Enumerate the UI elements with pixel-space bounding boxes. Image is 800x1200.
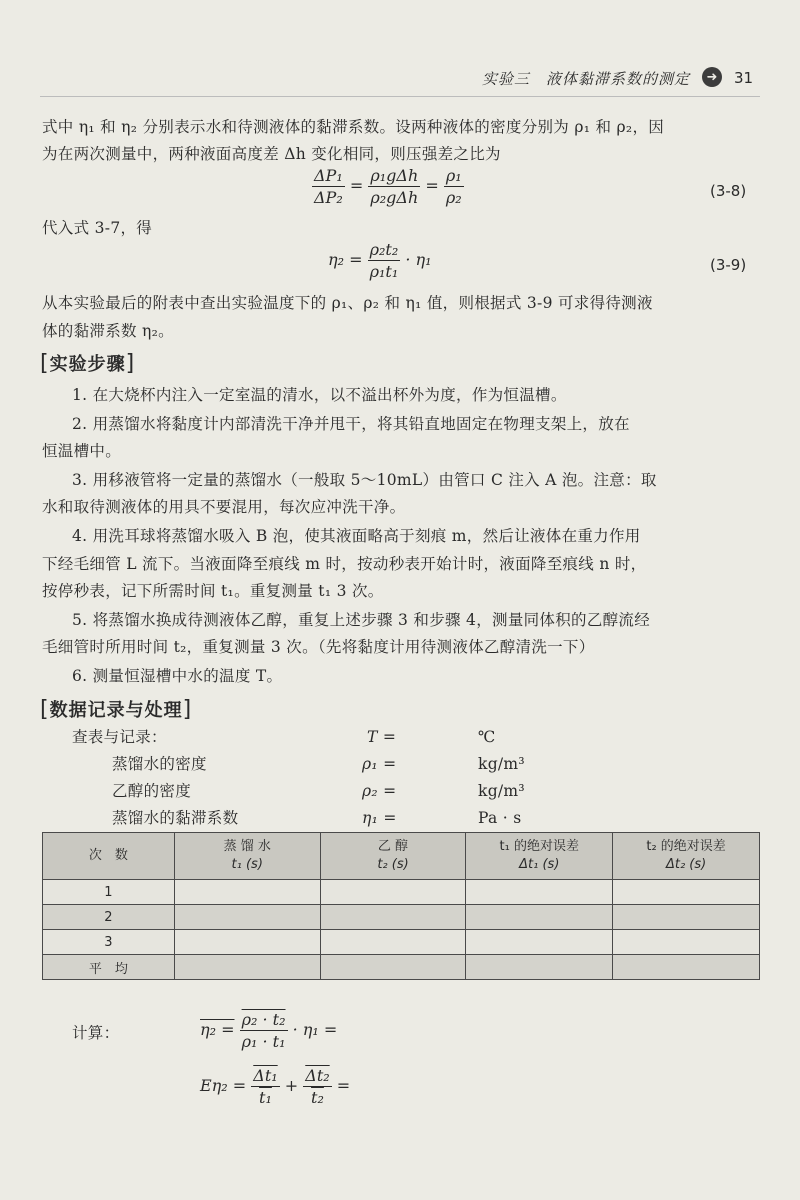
header-divider bbox=[40, 96, 760, 97]
intro-line-2: 为在两次测量中，两种液面高度差 Δh 变化相同，则压强差之比为 bbox=[42, 145, 501, 163]
record-label: 蒸馏水的黏滞系数 bbox=[112, 809, 239, 827]
record-symbol: T = bbox=[367, 728, 397, 746]
table-header-count: 次 数 bbox=[43, 833, 175, 880]
intro-line-4: 体的黏滞系数 η₂。 bbox=[42, 322, 174, 340]
data-table bbox=[42, 832, 760, 980]
cell-dt2[interactable] bbox=[613, 955, 760, 980]
lookup-label: 查表与记录： bbox=[72, 728, 167, 746]
section-heading-steps: [实验步骤] bbox=[40, 351, 136, 376]
cell-t2[interactable] bbox=[320, 880, 466, 905]
equation-number-3-9: (3-9) bbox=[710, 256, 747, 274]
cell-t2[interactable] bbox=[320, 905, 466, 930]
table-row bbox=[43, 905, 760, 930]
cell-dt2[interactable] bbox=[613, 880, 760, 905]
table-header-dt1: t₁ 的绝对误差 Δt₁ (s) bbox=[466, 833, 613, 880]
table-header-row bbox=[43, 833, 760, 880]
eq38-fraction-right: $\frac{\text{ρ₁}}{\text{ρ₂}}$ bbox=[445, 166, 462, 207]
step-line: 6. 测量恒湿槽中水的温度 T。 bbox=[72, 667, 283, 685]
cell-t2[interactable] bbox=[320, 955, 466, 980]
step-line: 水和取待测液体的用具不要混用，每次应冲洗干净。 bbox=[42, 498, 406, 516]
record-symbol: ρ₁ = bbox=[362, 755, 397, 773]
intro-line-3: 从本实验最后的附表中查出实验温度下的 ρ₁、ρ₂ 和 η₁ 值，则根据式 3-9 可求得待测液 bbox=[42, 294, 653, 312]
row-label: 2 bbox=[43, 905, 175, 930]
record-label: 蒸馏水的密度 bbox=[112, 755, 207, 773]
step-line: 2. 用蒸馏水将黏度计内部清洗干净并甩干，将其铅直地固定在物理支架上，放在 bbox=[72, 415, 630, 433]
cell-t1[interactable] bbox=[174, 930, 320, 955]
table-header-t2: 乙 醇 t₂ (s) bbox=[320, 833, 466, 880]
running-header-title: 实验三 液体黏滞系数的测定 bbox=[482, 70, 691, 88]
page-number: 31 bbox=[734, 69, 754, 87]
eq38-fraction-mid: $\frac{\text{ρ₁gΔh}}{\text{ρ₂gΔh}}$ bbox=[370, 166, 419, 207]
arrow-right-icon: ➜ bbox=[702, 67, 722, 87]
calc-error-fraction-1: $\frac{\text{Δt₁}}{\text{t₁}}$ bbox=[253, 1066, 278, 1107]
equation-3-8: $\frac{\text{ΔP₁}}{\text{ΔP₂}}$ = $\frac{\text{ρ₁gΔh}}{\text{ρ₂gΔh}}$ = $\frac{\text{ρ₁}}{\text{ρ₂}}$ bbox=[314, 166, 462, 207]
record-unit: kg/m³ bbox=[478, 755, 525, 773]
record-symbol: ρ₂ = bbox=[362, 782, 397, 800]
step-line: 下经毛细管 L 流下。当液面降至痕线 m 时，按动秒表开始计时，液面降至痕线 n 时， bbox=[42, 555, 647, 573]
cell-dt1[interactable] bbox=[466, 880, 613, 905]
substitute-text: 代入式 3-7，得 bbox=[42, 219, 153, 237]
cell-dt1[interactable] bbox=[466, 930, 613, 955]
section-heading-data: [数据记录与处理] bbox=[40, 697, 193, 722]
step-line: 恒温槽中。 bbox=[42, 442, 122, 460]
calc-eta-equation: η₂ = $\frac{\text{ρ₂ · t₂}}{\text{ρ₁ · t₁}}$ · η₁ = bbox=[200, 1010, 338, 1051]
calc-eta-fraction: $\frac{\text{ρ₂ · t₂}}{\text{ρ₁ · t₁}}$ bbox=[241, 1010, 286, 1051]
cell-t1[interactable] bbox=[174, 955, 320, 980]
table-header-dt2: t₂ 的绝对误差 Δt₂ (s) bbox=[613, 833, 760, 880]
cell-dt2[interactable] bbox=[613, 930, 760, 955]
cell-t1[interactable] bbox=[174, 880, 320, 905]
equation-3-9: η₂ = $\frac{\text{ρ₂t₂}}{\text{ρ₁t₁}}$ · η₁ bbox=[328, 240, 432, 281]
row-label: 平 均 bbox=[43, 955, 175, 980]
record-unit: Pa · s bbox=[478, 809, 522, 827]
cell-dt2[interactable] bbox=[613, 905, 760, 930]
record-label: 乙醇的密度 bbox=[112, 782, 192, 800]
eq39-fraction: $\frac{\text{ρ₂t₂}}{\text{ρ₁t₁}}$ bbox=[369, 240, 399, 281]
calc-error-fraction-2: $\frac{\text{Δt₂}}{\text{t₂}}$ bbox=[305, 1066, 330, 1107]
step-line: 毛细管时所用时间 t₂，重复测量 3 次。（先将黏度计用待测液体乙醇清洗一下） bbox=[42, 638, 595, 656]
intro-line-1: 式中 η₁ 和 η₂ 分别表示水和待测液体的黏滞系数。设两种液体的密度分别为 ρ₁ 和 ρ₂，因 bbox=[42, 118, 665, 136]
step-line: 按停秒表，记下所需时间 t₁。重复测量 t₁ 3 次。 bbox=[42, 582, 384, 600]
cell-t2[interactable] bbox=[320, 930, 466, 955]
step-line: 3. 用移液管将一定量的蒸馏水（一般取 5～10mL）由管口 C 注入 A 泡。注意：取 bbox=[72, 471, 657, 489]
table-header-t1: 蒸 馏 水 t₁ (s) bbox=[174, 833, 320, 880]
table-row bbox=[43, 955, 760, 980]
table-row bbox=[43, 930, 760, 955]
step-line: 5. 将蒸馏水换成待测液体乙醇，重复上述步骤 3 和步骤 4，测量同体积的乙醇流经 bbox=[72, 611, 651, 629]
eq38-fraction-left: $\frac{\text{ΔP₁}}{\text{ΔP₂}}$ bbox=[314, 166, 343, 207]
calc-error-equation: Eη₂ = $\frac{\text{Δt₁}}{\text{t₁}}$ + $\frac{\text{Δt₂}}{\text{t₂}}$ = bbox=[200, 1066, 351, 1107]
step-line: 4. 用洗耳球将蒸馏水吸入 B 泡，使其液面略高于刻痕 m，然后让液体在重力作用 bbox=[72, 527, 641, 545]
cell-dt1[interactable] bbox=[466, 905, 613, 930]
table-row bbox=[43, 880, 760, 905]
record-unit: kg/m³ bbox=[478, 782, 525, 800]
cell-dt1[interactable] bbox=[466, 955, 613, 980]
equation-number-3-8: (3-8) bbox=[710, 182, 747, 200]
record-unit: ℃ bbox=[478, 728, 496, 746]
record-symbol: η₁ = bbox=[362, 809, 397, 827]
row-label: 1 bbox=[43, 880, 175, 905]
row-label: 3 bbox=[43, 930, 175, 955]
calc-label: 计算： bbox=[72, 1024, 120, 1042]
cell-t1[interactable] bbox=[174, 905, 320, 930]
step-line: 1. 在大烧杯内注入一定室温的清水，以不溢出杯外为度，作为恒温槽。 bbox=[72, 386, 567, 404]
